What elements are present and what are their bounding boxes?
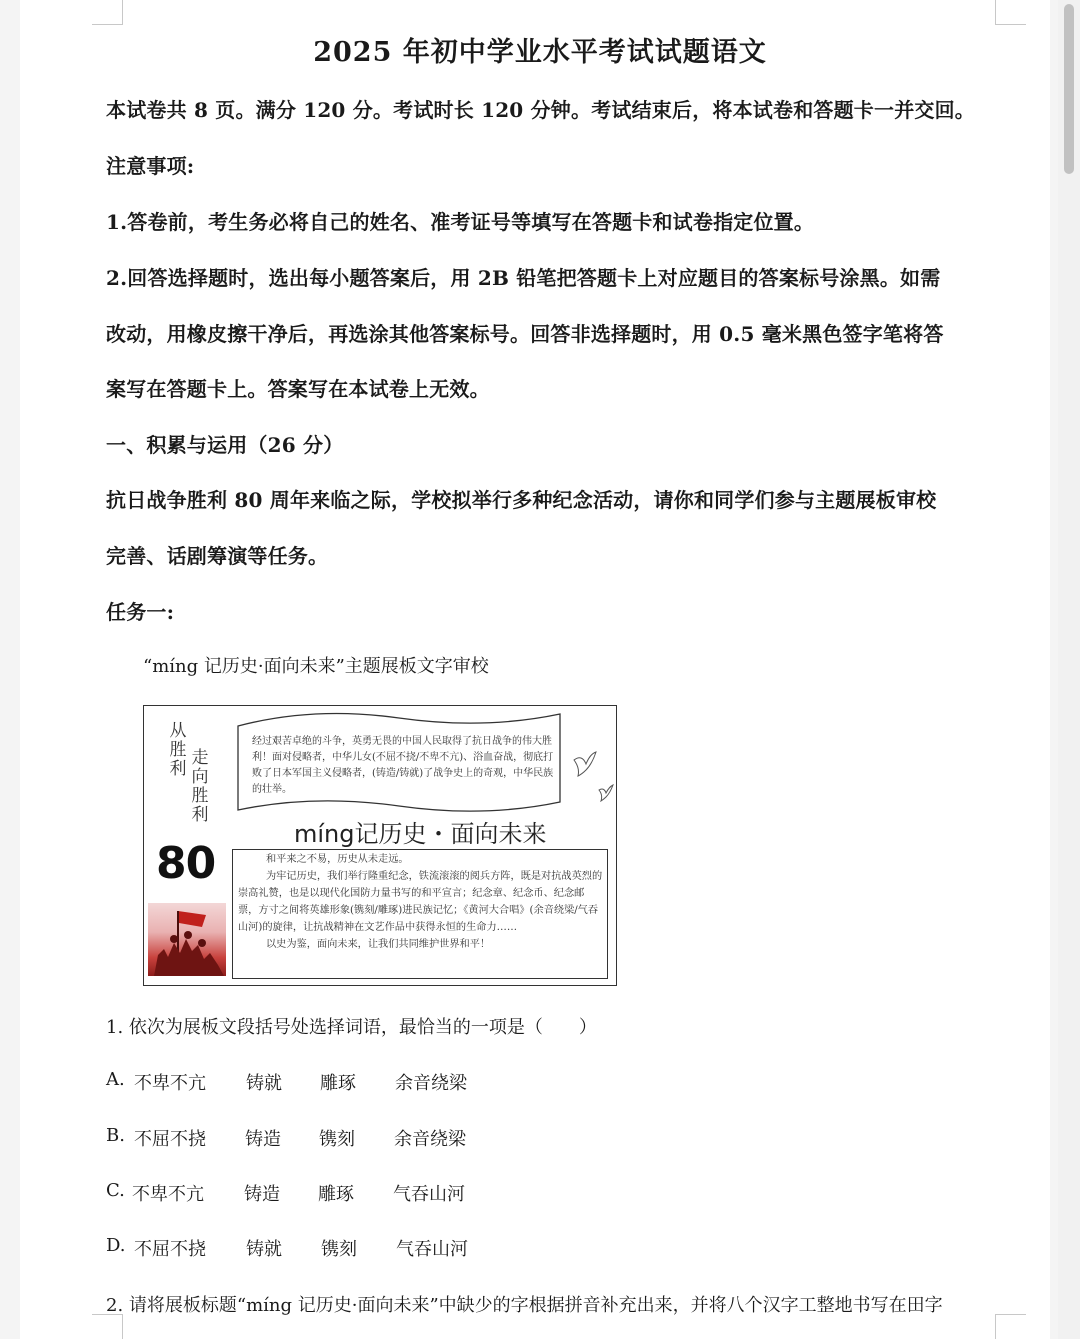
- board-paragraph: 和平来之不易，历史从未走远。: [266, 854, 409, 865]
- option-word: 雕琢: [320, 1073, 356, 1094]
- board-vertical-text-2: 走向胜利: [191, 748, 209, 825]
- notice-item-1: 1.答卷前，考生务必将自己的姓名、准考证号等填写在答题卡和试卷指定位置。: [106, 210, 815, 234]
- board-heading: míng记历史・面向未来: [294, 820, 547, 848]
- dove-icon: [598, 784, 614, 802]
- notice-heading: 注意事项:: [106, 154, 195, 178]
- page-corner-mark: [995, 1314, 1026, 1339]
- option-a: [106, 1069, 467, 1094]
- notice-item-2-line-3: 案写在答题卡上。答案写在本试卷上无效。: [106, 377, 490, 401]
- option-word: 铸造: [245, 1129, 281, 1150]
- option-word: 气吞山河: [393, 1184, 465, 1205]
- task-heading: 任务一:: [106, 600, 175, 624]
- question-2: 2. 请将展板标题“míng 记历史·面向未来”中缺少的字根据拼音补充出来，并将八个汉字工整地书写在田字: [106, 1295, 943, 1316]
- board-body-text: [238, 851, 604, 953]
- option-word: 铸造: [244, 1184, 280, 1205]
- board-vertical-text-1: 从胜利: [169, 721, 187, 779]
- option-word: 铸就: [246, 1073, 282, 1094]
- option-word: 不屈不挠: [134, 1239, 206, 1260]
- board-number: 80: [156, 838, 216, 889]
- board-paragraph: 为牢记历史，我们举行隆重纪念，铁流滚滚的阅兵方阵，既是对抗战英烈的崇高礼赞，也是以现代化国防力量书写的和平宣言；纪念章、纪念币、纪念邮票，方寸之间将英雄形象(镌刻/雕琢)进民族记忆；《黄河大合唱》(余音绕梁/气吞山河)的旋律，让抗战精神在文艺作品中获得永恒的生命力……: [238, 871, 603, 933]
- page-corner-mark: [92, 0, 123, 25]
- option-c: [106, 1180, 465, 1205]
- option-letter: D.: [106, 1235, 126, 1256]
- page-corner-mark: [995, 0, 1026, 25]
- option-letter: A.: [106, 1069, 125, 1090]
- option-letter: C.: [106, 1180, 125, 1201]
- option-d: [106, 1235, 468, 1260]
- context-line-2: 完善、话剧筹演等任务。: [106, 544, 329, 568]
- banner-text: 经过艰苦卓绝的斗争，英勇无畏的中国人民取得了抗日战争的伟大胜利！面对侵略者，中华儿女(不屈不挠/不卑不亢)、浴血奋战，彻底打败了日本军国主义侵略者，(铸造/铸就)了战争史上的奇观，中华民族的壮举。: [252, 736, 554, 795]
- option-word: 不卑不亢: [134, 1073, 206, 1094]
- option-word: 铸就: [246, 1239, 282, 1260]
- board-paragraph: 以史为鉴，面向未来，让我们共同维护世界和平！: [266, 939, 491, 950]
- option-word: 气吞山河: [396, 1239, 468, 1260]
- option-word: 余音绕梁: [395, 1073, 467, 1094]
- scrollbar[interactable]: [1058, 0, 1080, 1339]
- option-word: 不卑不亢: [132, 1184, 204, 1205]
- exam-intro: 本试卷共 8 页。满分 120 分。考试时长 120 分钟。考试结束后，将本试卷和答题卡一并交回。: [106, 98, 975, 122]
- option-word: 镌刻: [321, 1239, 357, 1260]
- section-heading: 一、积累与运用（26 分）: [106, 433, 344, 457]
- option-word: 雕琢: [318, 1184, 354, 1205]
- dove-icon: [572, 750, 598, 778]
- page-corner-mark: [92, 1314, 123, 1339]
- exam-title: 2025 年初中学业水平考试试题语文: [313, 37, 767, 68]
- question-1: 1. 依次为展板文段括号处选择词语，最恰当的一项是（ ）: [106, 1017, 597, 1038]
- notice-item-2-line-2: 改动，用橡皮擦干净后，再选涂其他答案标号。回答非选择题时，用 0.5 毫米黑色签字笔将答: [106, 322, 944, 346]
- option-letter: B.: [106, 1125, 125, 1146]
- option-word: 不屈不挠: [134, 1129, 206, 1150]
- task-subtitle: “míng 记历史·面向未来”主题展板文字审校: [143, 656, 489, 677]
- option-b: [106, 1125, 466, 1150]
- option-word: 镌刻: [319, 1129, 355, 1150]
- context-line-1: 抗日战争胜利 80 周年来临之际，学校拟举行多种纪念活动，请你和同学们参与主题展板审校: [106, 488, 937, 512]
- soldiers-flag-image: [148, 903, 226, 976]
- option-word: 余音绕梁: [394, 1129, 466, 1150]
- exhibition-board: [143, 705, 617, 986]
- notice-item-2-line-1: 2.回答选择题时，选出每小题答案后，用 2B 铅笔把答题卡上对应题目的答案标号涂黑。如需: [106, 266, 941, 290]
